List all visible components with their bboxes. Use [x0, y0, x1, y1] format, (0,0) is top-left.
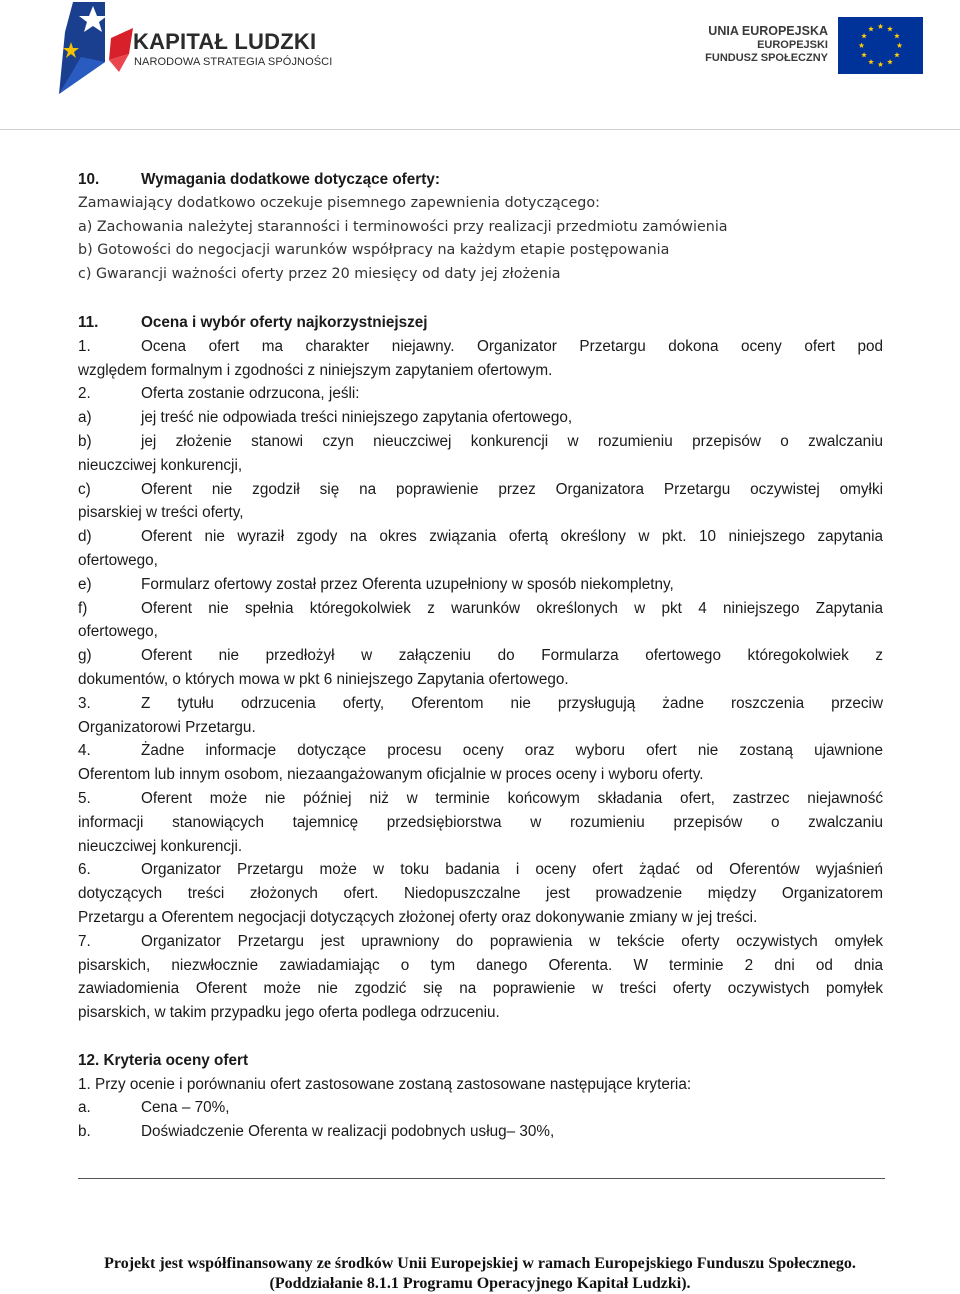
header-divider [0, 129, 960, 130]
s11-item-f-line2: ofertowego, [78, 623, 158, 641]
s11-item-e: e) Formularz ofertowy został przez Oferenta uzupełniony w sposób niekompletny, [78, 575, 674, 593]
footer-line-2: (Poddziałanie 8.1.1 Programu Operacyjnego Kapitał Ludzki). [269, 1275, 691, 1292]
s11-item-g-line1: g) Oferent nie przedłożył w załączeniu do Formularza ofertowego któregokolwiek z [78, 647, 883, 665]
eu-logo-text [705, 24, 828, 65]
logo-title: KAPITAŁ LUDZKI [133, 29, 317, 54]
section-10-item-a: a) Zachowania należytej staranności i terminowości przy realizacji przedmiotu zamówienia [78, 218, 728, 235]
eu-flag-icon [838, 17, 923, 74]
s11-item-d-line1: d) Oferent nie wyraził zgody na okres związania ofertą określony w pkt. 10 niniejszego zapytania [78, 528, 883, 546]
s11-p1-line2: względem formalnym i zgodności z niniejszym zapytaniem ofertowym. [78, 361, 553, 379]
section-10-item-c: c) Gwarancji ważności oferty przez 20 miesięcy od daty jej złożenia [78, 266, 561, 283]
s11-item-b-line1: b) jej złożenie stanowi czyn nieuczciwej konkurencji w rozumieniu przepisów o zwalczaniu [78, 432, 883, 450]
s11-p6-line1: 6. Organizator Przetargu może w toku badania i oceny ofert żądać od Oferentów wyjaśnień [78, 861, 883, 879]
s11-p7-line2: pisarskich, niezwłocznie zawiadamiając o tym danego Oferenta. W terminie 2 dni od dnia [78, 956, 883, 974]
eu-line-1: UNIA EUROPEJSKA [708, 24, 828, 38]
s11-item-a: a) jej treść nie odpowiada treści niniejszego zapytania ofertowego, [78, 409, 573, 427]
s12-intro: 1. Przy ocenie i porównaniu ofert zastosowane zostaną zastosowane następujące kryteria: [78, 1075, 692, 1093]
section-10-intro: Zamawiający dodatkowo oczekuje pisemnego zapewnienia dotyczącego: [78, 194, 600, 211]
section-10-item-b: b) Gotowości do negocjacji warunków współpracy na każdym etapie postępowania [78, 242, 670, 259]
s11-item-c-line1: c) Oferent nie zgodził się na poprawienie przez Organizatora Przetargu oczywistej omyłki [78, 480, 883, 498]
section-11-heading: 11. Ocena i wybór oferty najkorzystniejszej [78, 313, 428, 331]
s11-item-f-line1: f) Oferent nie spełnia któregokolwiek z warunków określonych w pkt 4 niniejszego Zapytania [78, 599, 883, 617]
s11-p5-line1: 5. Oferent może nie później niż w terminie końcowym składania ofert, zastrzec niejawność [78, 789, 883, 807]
s11-p1-line1: 1. Ocena ofert ma charakter niejawny. Organizator Przetargu dokona oceny ofert pod [78, 337, 883, 355]
s11-p7-line4: pisarskich, w takim przypadku jego oferta podlega odrzuceniu. [78, 1004, 500, 1022]
eu-line-2: EUROPEJSKI [757, 39, 828, 51]
s11-p4-line1: 4. Żadne informacje dotyczące procesu oceny oraz wyboru ofert nie zostaną ujawnione [78, 742, 883, 760]
s11-p7-line3: zawiadomienia Oferent może nie zgodzić się na poprawienie w treści oferty oczywistych pomyłek [78, 980, 883, 998]
s11-p3-line1: 3. Z tytułu odrzucenia oferty, Oferentom nie przysługują żadne roszczenia przeciw [78, 694, 883, 712]
s11-p5-line3: nieuczciwej konkurencji. [78, 837, 243, 855]
document-body [78, 168, 883, 1144]
footer-divider [78, 1178, 885, 1179]
page-header [0, 0, 960, 130]
eu-line-3: FUNDUSZ SPOŁECZNY [705, 52, 828, 64]
s11-item-b-line2: nieuczciwej konkurencji, [78, 456, 243, 474]
footer-line-1: Projekt jest współfinansowany ze środków Unii Europejskiej w ramach Europejskiego Funduszu Społecznego. [104, 1255, 856, 1272]
s12-item-a: a. Cena – 70%, [78, 1099, 230, 1117]
s11-p7-line1: 7. Organizator Przetargu jest uprawniony do poprawienia w tekście oferty oczywistych omyłek [78, 932, 883, 950]
s11-p3-line2: Organizatorowi Przetargu. [78, 718, 256, 736]
kapital-ludzki-logo [55, 0, 355, 95]
s11-p5-line2: informacji stanowiących tajemnicę przedsiębiorstwa w rozumieniu przepisów o zwalczaniu [78, 813, 883, 831]
s11-item-g-line2: dokumentów, o których mowa w pkt 6 niniejszego Zapytania ofertowego. [78, 670, 569, 688]
page-footer [0, 1254, 960, 1294]
section-12-heading: 12. Kryteria oceny ofert [78, 1051, 249, 1069]
s11-p6-line2: dotyczących treści złożonych ofert. Niedopuszczalne jest prowadzenie między Organizatorem [78, 885, 883, 903]
s11-item-d-line2: ofertowego, [78, 551, 158, 569]
s11-p6-line3: Przetargu a Oferentem negocjacji dotyczących złożonej oferty oraz dokonywanie zmiany w jej treści. [78, 908, 758, 926]
s11-p2: 2. Oferta zostanie odrzucona, jeśli: [78, 385, 360, 403]
s11-item-c-line2: pisarskiej w treści oferty, [78, 504, 244, 522]
section-10-heading: 10. Wymagania dodatkowe dotyczące oferty: [78, 171, 440, 188]
kapital-ludzki-emblem-icon [59, 2, 134, 94]
s11-p4-line2: Oferentom lub innym osobom, niezaangażowanym oficjalnie w proces oceny i wyboru oferty. [78, 766, 704, 784]
s12-item-b: b. Doświadczenie Oferenta w realizacji podobnych usług– 30%, [78, 1123, 555, 1141]
logo-subtitle: NARODOWA STRATEGIA SPÓJNOŚCI [134, 56, 333, 68]
